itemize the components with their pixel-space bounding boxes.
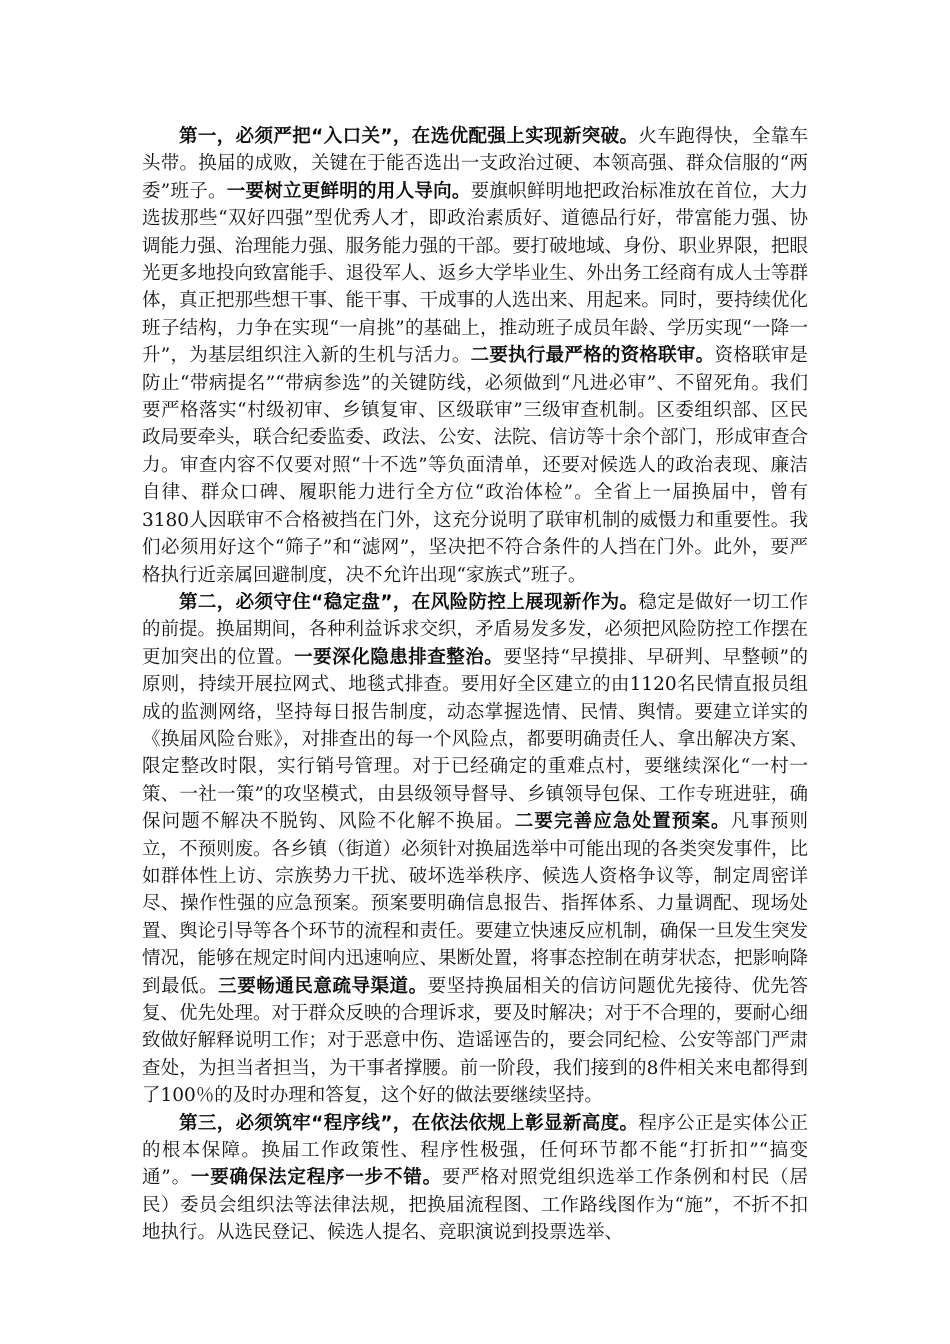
section-3-heading: 第三，必须筑牢“程序线”，在依法依规上彰显新高度。 xyxy=(179,1112,639,1134)
section-2-point-1-heading: 一要深化隐患排查整治。 xyxy=(294,646,504,668)
section-1-point-2-text: 资格联审是防止“带病提名”“带病参选”的关键防线，必须做到“凡进必审”、不留死角。我们要严格落实“村级初审、乡镇复审、区级联审”三级审查机制。区委组织部、区民政局要牵头，联合纪委监委、政法、公安、法院、信访等十余个部门，形成审查合力。审查内容不仅要对照“十不选”等负面清单，还要对候选人的政治表现、廉洁自律、群众口碑、履职能力进行全方位“政治体检”。全省上一届换届中，曾有3180人因联审不合格被挡在门外，这充分说明了联审机制的威慑力和重要性。我们必须用好这个“筛子”和“滤网”，坚决把不符合条件的人挡在门外。此外，要严格执行近亲属回避制度，决不允许出现“家族式”班子。 xyxy=(142,345,809,586)
section-3-point-1-heading: 一要确保法定程序一步不错。 xyxy=(190,1167,442,1189)
section-2-point-2-text: 凡事预则立，不预则废。各乡镇（街道）必须针对换届选举中可能出现的各类突发事件，比如群体性上访、宗族势力干扰、破坏选举秩序、候选人资格争议等，制定周密详尽、操作性强的应急预案。预案要明确信息报告、指挥体系、力量调配、现场处置、舆论引导等各个环节的流程和责任。要建立快速反应机制，确保一旦发生突发情况，能够在规定时间内迅速响应、果断处置，将事态控制在萌芽状态，把影响降到最低。 xyxy=(142,811,809,997)
section-2-text: 稳定是做好一切工作的前提。换届期间，各种利益诉求交织，矛盾易发多发，必须把风险防控工作摆在更加突出的位置。 xyxy=(142,591,809,668)
section-2-point-3-heading: 三要畅通民意疏导渠道。 xyxy=(218,975,428,997)
section-1-point-2-heading: 二要执行最严格的资格联审。 xyxy=(470,345,715,367)
section-2-point-3-text: 要坚持换届相关的信访问题优先接待、优先答复、优先处理。对于群众反映的合理诉求，要及时解决；对于不合理的，要耐心细致做好解释说明工作；对于恶意中伤、造谣诬告的，要会同纪检、公安等部门严肃查处，为担当者担当，为干事者撑腰。前一阶段，我们接到的8件相关来电都得到了100％的及时办理和答复，这个好的做法要继续坚持。 xyxy=(142,975,809,1107)
section-1-point-1-text: 要旗帜鲜明地把政治标准放在首位，大力选拔那些“双好四强”型优秀人才，即政治素质好、道德品行好，带富能力强、协调能力强、治理能力强、服务能力强的干部。要打破地域、身份、职业界限，把眼光更多地投向致富能手、退役军人、返乡大学毕业生、外出务工经商有成人士等群体，真正把那些想干事、能干事、干成事的人选出来、用起来。同时，要持续优化班子结构，力争在实现“一肩挑”的基础上，推动班子成员年龄、学历实现“一降一升”，为基层组织注入新的生机与活力。 xyxy=(142,180,809,367)
section-1-point-1-heading: 一要树立更鲜明的用人导向。 xyxy=(226,180,471,202)
section-3-text: 程序公正是实体公正的根本保障。换届工作政策性、程序性极强，任何环节都不能“打折扣”“搞变通”。 xyxy=(142,1112,808,1189)
section-3-point-1-text: 要严格对照党组织选举工作条例和村民（居民）委员会组织法等法律法规，把换届流程图、工作路线图作为“施”，不折不扣地执行。从选民登记、候选人提名、竞职演说到投票选举、 xyxy=(142,1167,808,1244)
paragraph-1 xyxy=(142,123,808,589)
section-1-heading: 第一，必须严把“入口关”，在选优配强上实现新突破。 xyxy=(179,126,639,147)
paragraph-3 xyxy=(142,1110,808,1247)
section-2-heading: 第二，必须守住“稳定盘”，在风险防控上展现新作为。 xyxy=(179,591,639,613)
section-2-point-2-heading: 二要完善应急处置预案。 xyxy=(514,811,731,833)
section-1-text: 火车跑得快，全靠车头带。换届的成败，关键在于能否选出一支政治过硬、本领高强、群众信服的“两委”班子。 xyxy=(142,126,808,202)
paragraph-2 xyxy=(142,589,808,1110)
section-2-point-1-text: 要坚持“早摸排、早研判、早整顿”的原则，持续开展拉网式、地毯式排查。要用好全区建立的由1120名民情直报员组成的监测网络，坚持每日报告制度，动态掌握选情、民情、舆情。要建立详实的《换届风险台账》，对排查出的每一个风险点，都要明确责任人、拿出解决方案、限定整改时限，实行销号管理。对于已经确定的重难点村，要继续深化“一村一策、一社一策”的攻坚模式，由县级领导督导、乡镇领导包保、工作专班进驻，确保问题不解决不脱钩、风险不化解不换届。 xyxy=(142,646,808,833)
document-body xyxy=(142,123,808,1247)
